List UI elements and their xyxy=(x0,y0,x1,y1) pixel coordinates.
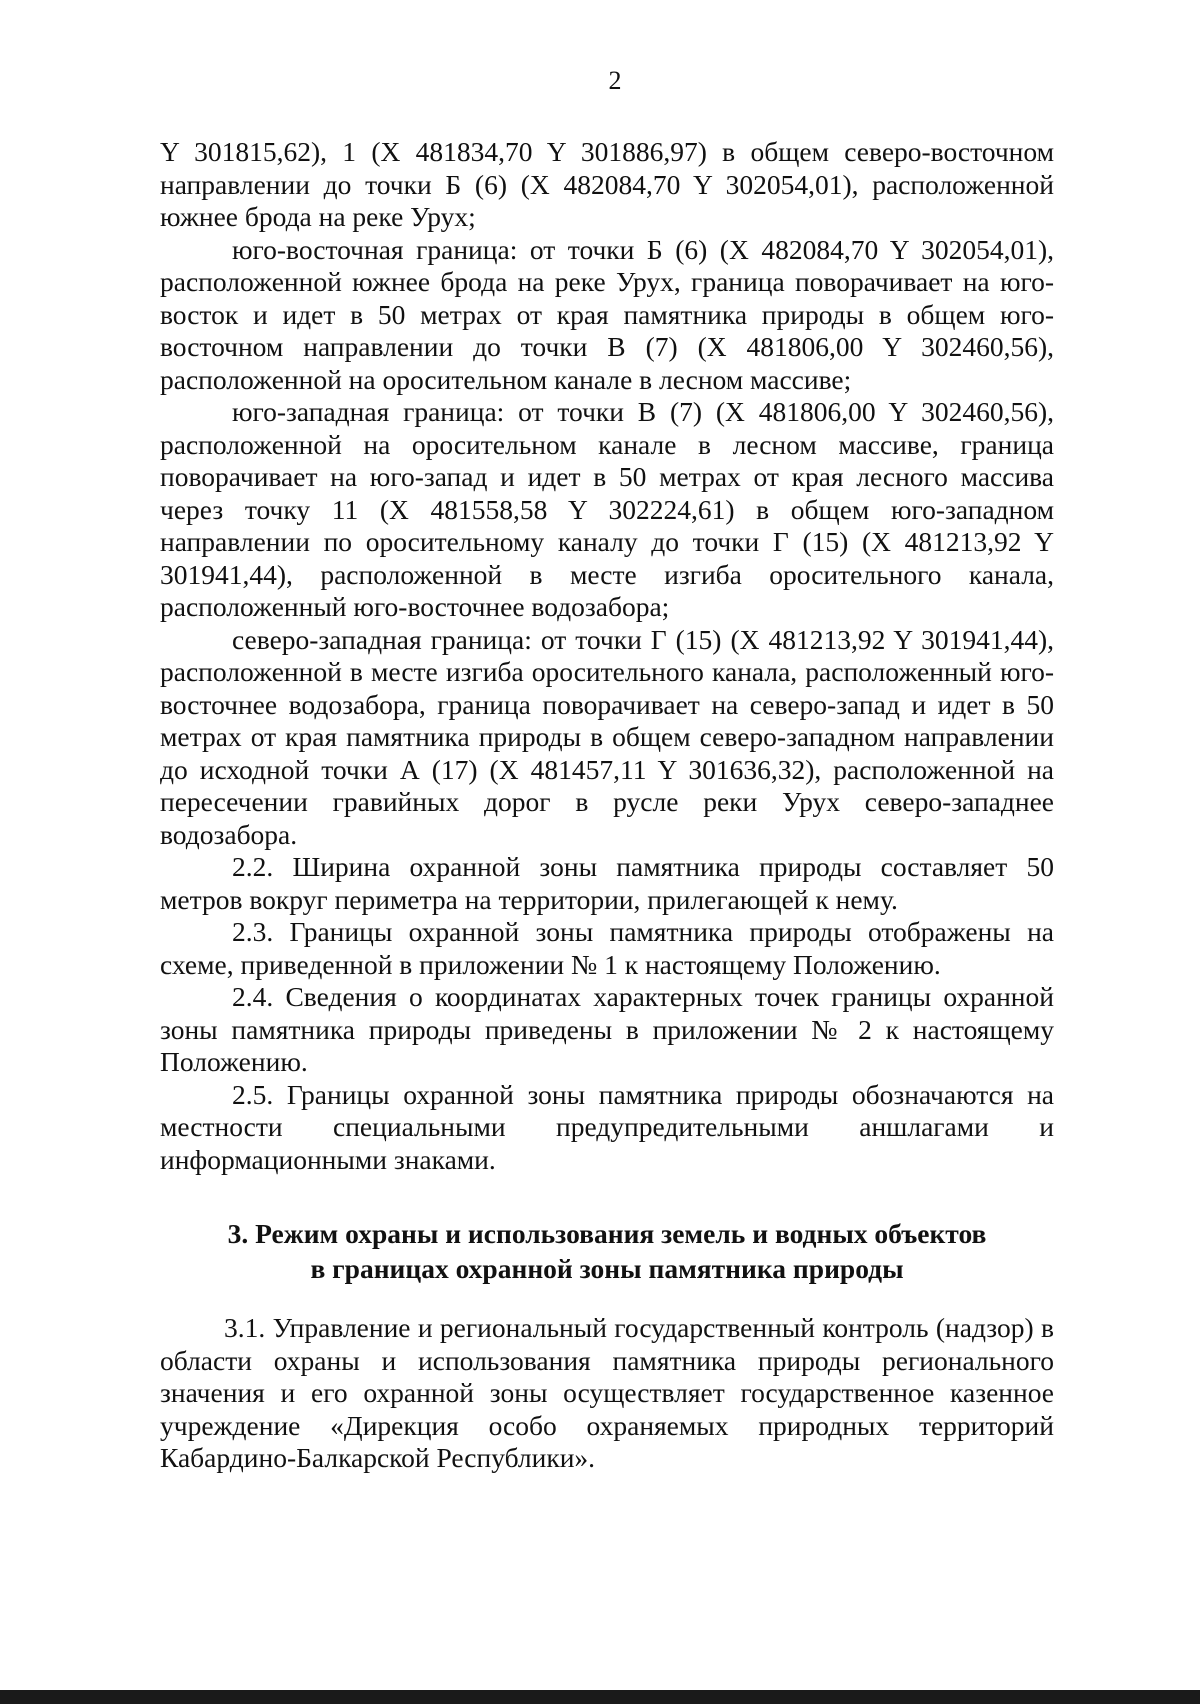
section-3-body xyxy=(160,1312,1054,1475)
scan-bottom-edge xyxy=(0,1690,1200,1704)
section-3-heading xyxy=(160,1216,1054,1286)
section-3-heading-line-2: в границах охранной зоны памятника природы xyxy=(310,1253,904,1284)
paragraph-2-3: 2.3. Границы охранной зоны памятника природы отображены на схеме, приведенной в приложении № 1 к настоящему Положению. xyxy=(160,916,1054,980)
paragraph-northwest-boundary: северо-западная граница: от точки Г (15) (X 481213,92 Y 301941,44), расположенной в месте изгиба оросительного канала, расположенный юго-восточнее водозабора, граница поворачивает на северо-запад и идет в 50 метрах от края памятника природы в общем северо-западном направлении до исходной точки А (17) (X 481457,11 Y 301636,32), расположенной на пересечении гравийных дорог в русле реки Урух северо-западнее водозабора. xyxy=(160,623,1054,850)
paragraph-2-2: 2.2. Ширина охранной зоны памятника природы составляет 50 метров вокруг периметра на территории, прилегающей к нему. xyxy=(160,851,1054,915)
paragraph-continuation: Y 301815,62), 1 (X 481834,70 Y 301886,97) в общем северо-восточном направлении до точки Б (6) (X 482084,70 Y 302054,01), расположенной южнее брода на реке Урух; xyxy=(160,136,1054,232)
paragraph-southeast-boundary: юго-восточная граница: от точки Б (6) (X 482084,70 Y 302054,01), расположенной южнее брода на реке Урух, граница поворачивает на юго-восток и идет в 50 метрах от края памятника природы в общем юго-восточном направлении до точки В (7) (X 481806,00 Y 302460,56), расположенной на оросительном канале в лесном массиве; xyxy=(160,233,1054,395)
paragraph-3-1: 3.1. Управление и региональный государственный контроль (надзор) в области охраны и использования памятника природы регионального значения и его охранной зоны осуществляет государственное казенное учреждение «Дирекция особо охраняемых природных территорий Кабардино-Балкарской Республики». xyxy=(160,1312,1054,1473)
page-number: 2 xyxy=(608,66,622,95)
paragraph-2-4: 2.4. Сведения о координатах характерных точек границы охранной зоны памятника природы приведены в приложении № 2 к настоящему Положению. xyxy=(160,981,1054,1077)
section-2-body xyxy=(160,136,1054,1176)
paragraph-2-5: 2.5. Границы охранной зоны памятника природы обозначаются на местности специальными предупредительными аншлагами и информационными знаками. xyxy=(160,1078,1054,1175)
section-3-heading-line-1: 3. Режим охраны и использования земель и водных объектов xyxy=(227,1218,987,1249)
paragraph-southwest-boundary: юго-западная граница: от точки В (7) (X 481806,00 Y 302460,56), расположенной на оросительном канале в лесном массиве, граница поворачивает на юго-запад и идет в 50 метрах от края лесного массива через точку 11 (X 481558,58 Y 302224,61) в общем юго-западном направлении по оросительному каналу до точки Г (15) (X 481213,92 Y 301941,44), расположенной в месте изгиба оросительного канала, расположенный юго-восточнее водозабора; xyxy=(160,396,1054,622)
